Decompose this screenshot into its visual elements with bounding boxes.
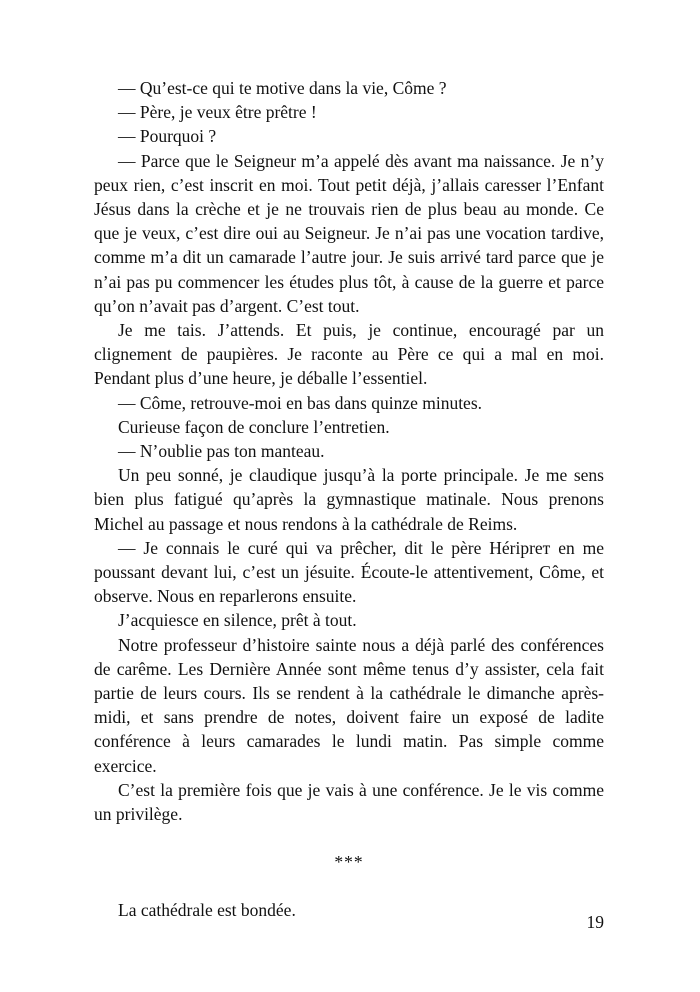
paragraph: La cathédrale est bondée.	[118, 900, 296, 921]
paragraph: — Père, je veux être prêtre !	[118, 102, 317, 123]
paragraph: Curieuse façon de conclure l’entretien.	[118, 416, 390, 437]
section-separator: ***	[334, 852, 364, 873]
paragraph: C’est la première fois que je vais à une conférence. Je le vis comme un privilège.	[94, 779, 604, 825]
paragraph: — Parce que le Seigneur m’a appelé dès avant ma naissance. Je n’y peux rien, c’est inscrit en moi. Tout petit déjà, j’allais caresser l’Enfant Jésus dans la crèche et je ne trouvais rien de plus beau au monde. Ce que je veux, c’est dire oui au Seigneur. Je n’ai pas une vocation tardive, comme m’a dit un camarade l’autre jour. Je suis arrivé tard parce que je n’ai pas pu commencer les études plus tôt, à cause de la guerre et parce qu’on n’avait pas d’argent. C’est tout.	[94, 150, 604, 316]
paragraph: — Qu’est-ce qui te motive dans la vie, Côme ?	[118, 78, 447, 98]
paragraph: Je me tais. J’attends. Et puis, je continue, encouragé par un clignement de paupières. Je raconte au Père ce qui a mal en moi. Pendant plus d’une heure, je déballe l’essentiel.	[94, 320, 604, 389]
page-body	[94, 76, 604, 923]
paragraph: J’acquiesce en silence, prêt à tout.	[118, 610, 357, 631]
paragraph: — Je connais le curé qui va prêcher, dit le père Hériprет en me poussant devant lui, c’est un jésuite. Écoute-le attentivement, Côme, et observe. Nous en reparlerons ensuite.	[94, 537, 604, 607]
paragraph: — N’oublie pas ton manteau.	[118, 441, 325, 462]
page-number: 19	[586, 912, 604, 932]
paragraph: — Côme, retrouve-moi en bas dans quinze minutes.	[118, 392, 483, 413]
paragraph: Un peu sonné, je claudique jusqu’à la porte principale. Je me sens bien plus fatigué qu’après la gymnastique matinale. Nous prenons Michel au passage et nous rendons à la cathédrale de Reims.	[94, 465, 604, 534]
paragraph: Notre professeur d’histoire sainte nous a déjà parlé des conférences de carême. Les Dernière Année sont même tenus d’y assister, cela fait partie de leurs cours. Ils se rendent à la cathédrale le dimanche après-midi, et sans prendre de notes, doivent faire un exposé de ladite conférence à leurs camarades le lundi matin. Pas simple comme exercice.	[94, 634, 604, 776]
paragraph: — Pourquoi ?	[118, 126, 217, 147]
